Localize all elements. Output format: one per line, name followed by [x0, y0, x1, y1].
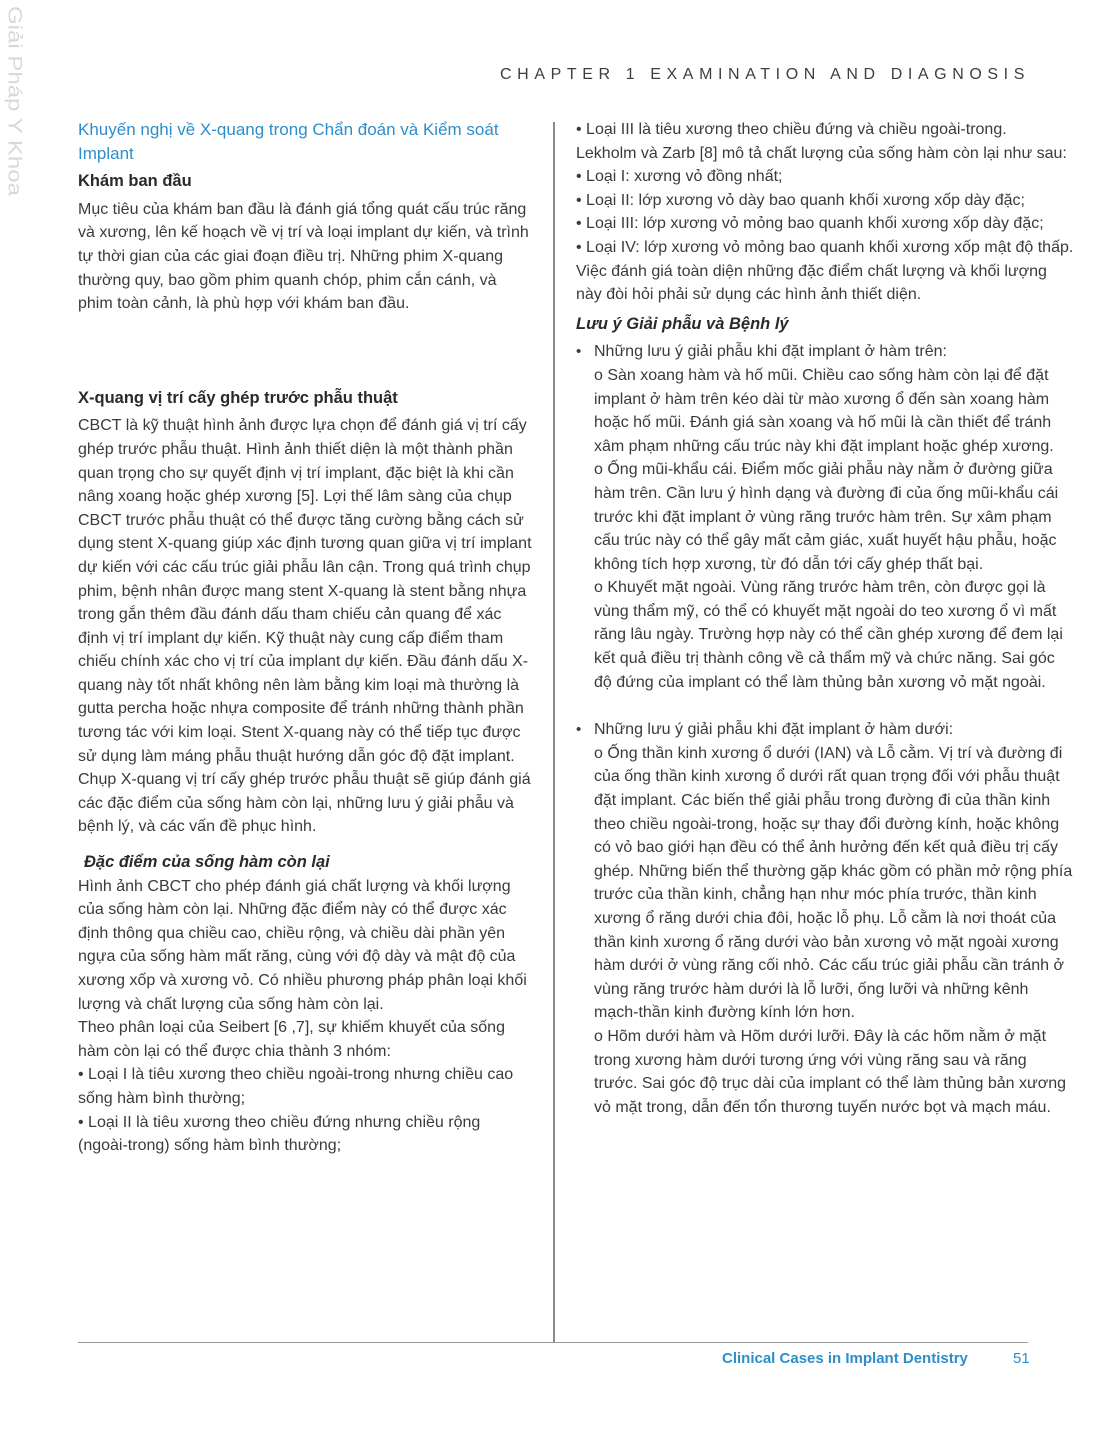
list-item: o Ống mũi-khẩu cái. Điểm mốc giải phẫu này nằm ở đường giữa hàm trên. Cần lưu ý hình dạng và đường đi của ống mũi-khẩu cái trước khi đặt implant ở vùng răng trước hàm trên. Sự xâm phạm cấu trúc này có thể gây mất cảm giác, xuất huyết hậu phẫu, hoặc không tích hợp xương, từ đó dẫn tới cấy ghép thất bại. — [594, 461, 1059, 573]
chapter-header: CHAPTER 1 EXAMINATION AND DIAGNOSIS — [500, 66, 1030, 83]
list-item: • Loại II là tiêu xương theo chiều đứng nhưng chiều rộng (ngoài-trong) sống hàm bình thường; — [78, 1113, 481, 1155]
paragraph-assessment: Việc đánh giá toàn diện những đặc điểm chất lượng và khối lượng này đòi hỏi phải sử dụng các hình ảnh thiết diện. — [576, 262, 1047, 304]
heading-ridge-characteristics: Đặc điểm của sống hàm còn lại — [84, 853, 330, 872]
footer-book-title: Clinical Cases in Implant Dentistry — [722, 1350, 968, 1367]
bullet-mark: • — [576, 343, 582, 361]
bullet-lower-jaw — [576, 718, 1074, 742]
paragraph-initial-exam: Mục tiêu của khám ban đầu là đánh giá tổng quát cấu trúc răng và xương, lên kế hoạch về vị trí và loại implant dự kiến, và trình tự thời gian của các giai đoạn điều trị. Những phim X-quang thường quy, bao gồm phim quanh chóp, phim cắn cánh, và phim toàn cảnh, là phù hợp với khám ban đầu. — [78, 200, 529, 313]
footer-rule — [78, 1342, 1028, 1343]
bullet-mark: • — [576, 721, 582, 739]
list-item: o Ống thần kinh xương ổ dưới (IAN) và Lỗ cằm. Vị trí và đường đi của ống thần kinh xương ổ dưới rất quan trọng đối với phẫu thuật đặt implant. Các biến thể giải phẫu trong đường đi của thần kinh theo chiều ngoài-trong, hoặc sự thay đổi đường kính, hoặc không có vỏ bao giới hạn đều có thể ảnh hưởng đến kết quả điều trị cấy ghép. Những biến thể thường gặp khác gồm có phần mở rộng phía trước của thần kinh, chẳng hạn như móc phía trước, thần kinh xương ổ răng dưới chia đôi, hoặc lỗ phụ. Lỗ cằm là nơi thoát của thần kinh xương ổ răng dưới vào bản xương vỏ mặt ngoài xương hàm dưới ở vùng răng cối nhỏ. Các cấu trúc giải phẫu cần tránh ở vùng răng trước hàm dưới là lỗ lưỡi, ống lưỡi và những kênh mạch-thần kinh đường kính lớn hơn. — [594, 744, 1073, 1022]
list-item: • Loại I: xương vỏ đồng nhất; — [576, 168, 783, 186]
bullet-upper-jaw — [576, 340, 1074, 364]
side-watermark-label: Giải Pháp Y Khoa — [3, 6, 26, 196]
list-item: • Loại II: lớp xương vỏ dày bao quanh khối xương xốp dày đặc; — [576, 191, 1025, 209]
heading-anatomic-considerations: Lưu ý Giải phẫu và Bệnh lý — [576, 314, 789, 333]
list-item: o Khuyết mặt ngoài. Vùng răng trước hàm trên, còn được gọi là vùng thẩm mỹ, có thể có khuyết mặt ngoài do teo xương ổ vì mất răng lâu ngày. Trường hợp này có thể cần ghép xương để đem lại kết quả điều trị thành công về cả thẩm mỹ và chức năng. Sai góc độ đứng của implant có thể làm thủng bản xương vỏ mặt ngoài. — [594, 579, 1063, 691]
list-item: o Hõm dưới hàm và Hõm dưới lưỡi. Đây là các hõm nằm ở mặt trong xương hàm dưới tương ứng với vùng răng sau và răng trước. Sai góc độ trục dài của implant có thể làm thủng bản xương vỏ mặt trong, dẫn đến tổn thương tuyến nước bọt và mạch máu. — [594, 1027, 1066, 1116]
list-item: o Sàn xoang hàm và hố mũi. Chiều cao sống hàm còn lại để đặt implant ở hàm trên kéo dài từ mào xương ổ đến sàn xoang hàm hoặc hố mũi. Đánh giá sàn xoang và hố mũi là cần thiết để tránh xâm phạm những cấu trúc này khi đặt implant hoặc ghép xương. — [594, 366, 1054, 455]
list-item: • Loại III là tiêu xương theo chiều đứng và chiều ngoài-trong. — [576, 121, 1007, 138]
bullet-lead-text: Những lưu ý giải phẫu khi đặt implant ở hàm dưới: — [594, 721, 954, 739]
column-divider — [553, 122, 555, 1342]
heading-preop-imaging: X-quang vị trí cấy ghép trước phẫu thuật — [78, 388, 398, 407]
left-column — [78, 118, 533, 1158]
page-number: 51 — [1013, 1350, 1030, 1367]
paragraph-preop-imaging: CBCT là kỹ thuật hình ảnh được lựa chọn để đánh giá vị trí cấy ghép trước phẫu thuật. Hình ảnh thiết diện là một thành phần quan trọng cho sự quyết định vị trí implant, đặc biệt là khi cần nâng xoang hoặc ghép xương [5]. Lợi thế lâm sàng của chụp CBCT trước phẫu thuật có thể được tăng cường bằng cách sử dụng stent X-quang giúp xác định tương quan giữa vị trí implant dự kiến với các cấu trúc giải phẫu lân cận. Trong quá trình chụp phim, bệnh nhân được mang stent X-quang là stent bằng nhựa trong gắn thêm đầu đánh dấu tham chiếu cản quang để xác định vị trí implant dự kiến. Kỹ thuật này cung cấp điểm tham chiếu chính xác cho vị trí của implant dự kiến. Đầu đánh dấu X-quang này tốt nhất không nên làm bằng kim loại mà thường là gutta percha hoặc nhựa composite để tránh những thành phần tương tác với kim loại. Stent X-quang này có thể tiếp tục được sử dụng làm máng phẫu thuật hướng dẫn góc độ đặt implant. Chụp X-quang vị trí cấy ghép trước phẫu thuật sẽ giúp đánh giá các đặc điểm của sống hàm còn lại, những lưu ý giải phẫu và bệnh lý, và các vấn đề phục hình. — [78, 417, 532, 836]
paragraph-lekholm-intro: Lekholm và Zarb [8] mô tả chất lượng của sống hàm còn lại như sau: — [576, 144, 1067, 162]
section-title: Khuyến nghị về X-quang trong Chẩn đoán và Kiểm soát Implant — [78, 120, 499, 163]
bullet-lead-text: Những lưu ý giải phẫu khi đặt implant ở hàm trên: — [594, 343, 947, 361]
right-column — [576, 118, 1074, 1119]
heading-initial-exam: Khám ban đầu — [78, 172, 192, 191]
list-item: • Loại IV: lớp xương vỏ mỏng bao quanh khối xương xốp mật độ thấp. — [576, 238, 1074, 256]
paragraph-seibert-intro: Theo phân loại của Seibert [6 ,7], sự khiếm khuyết của sống hàm còn lại có thể được chia thành 3 nhóm: — [78, 1019, 505, 1060]
paragraph-ridge-characteristics: Hình ảnh CBCT cho phép đánh giá chất lượng và khối lượng của sống hàm còn lại. Những đặc điểm này có thể được xác định thông qua chiều cao, chiều rộng, và chiều dài phần yên ngựa của sống hàm mất răng, cùng với độ dày và mật độ của xương xốp và xương vỏ. Có nhiều phương pháp phân loại khối lượng và chất lượng của sống hàm còn lại. — [78, 877, 527, 1013]
list-item: • Loại I là tiêu xương theo chiều ngoài-trong nhưng chiều cao sống hàm bình thường; — [78, 1066, 514, 1107]
list-item: • Loại III: lớp xương vỏ mỏng bao quanh khối xương xốp dày đặc; — [576, 215, 1044, 233]
